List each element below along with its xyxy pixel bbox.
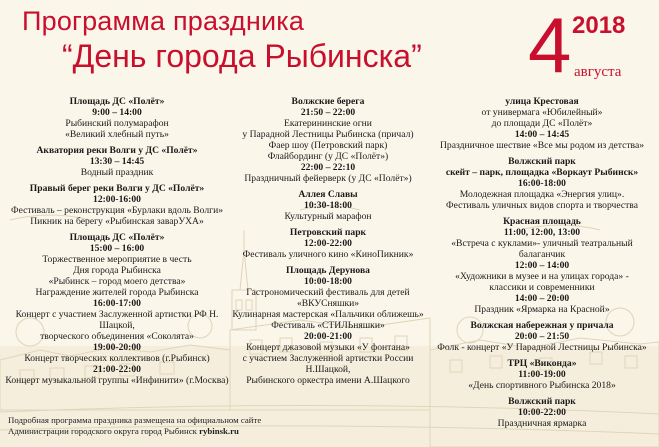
venue-title: Площадь ДС «Полёт» (69, 96, 165, 107)
venue-title: Петровский парк (289, 227, 367, 238)
event-description: «День спортивного Рыбинска 2018» (468, 380, 616, 391)
event-time: 14:00 – 14:45 (514, 129, 570, 140)
event-description: «Художники в музее и на улицах города» - (455, 271, 629, 282)
venue-title: ТРЦ «Виконда» (507, 358, 577, 369)
program-block (4, 96, 230, 140)
event-description: Водный праздник (80, 167, 154, 178)
venue-title: Волжские берега (291, 96, 365, 107)
event-description: Культурный марафон (284, 211, 372, 222)
event-time: 20:00 – 21:50 (514, 331, 570, 342)
event-description: Награждение жителей города Рыбинска (35, 287, 199, 298)
event-description: Концерт музыкальной группы «Инфинити» (г.Москва) (5, 375, 229, 386)
event-time: 21:50 – 22:00 (300, 107, 356, 118)
event-description: Гастрономический фестиваль для детей «ВКУСняшки» (246, 287, 410, 309)
event-description: Екатерининские огни (284, 118, 372, 129)
event-description: Фестиваль – реконструкция «Бурлаки вдоль Волги» (11, 205, 223, 216)
venue-title: Волжская набережная у причала (470, 320, 614, 331)
page-header (0, 0, 659, 92)
event-time: скейт – парк, площадка «Воркаут Рыбинск» (445, 167, 639, 178)
event-time: 21:00-22:00 (93, 364, 141, 375)
venue-title: Волжский парк (508, 396, 576, 407)
date-month: августа (574, 64, 622, 80)
event-description: Флайбординг (у ДС «Полёт») (267, 151, 389, 162)
event-description: Концерт творческих коллективов (г.Рыбинск) (24, 353, 210, 364)
program-block (428, 156, 656, 211)
event-time: 15:00 – 16:00 (89, 243, 145, 254)
event-description: Молодежная площадка «Энергия улиц». (459, 189, 625, 200)
program-block (228, 189, 428, 222)
event-description: от универмага «Юбилейный» (481, 107, 603, 118)
footer-note (8, 415, 261, 437)
venue-title: Площадь Дерунова (286, 265, 370, 276)
event-time: 16:00-18:00 (518, 178, 566, 189)
event-time: 13:30 – 14:45 (89, 156, 145, 167)
event-description: у Парадной Лестницы Рыбинска (причал) (242, 129, 414, 140)
event-description: «Рыбинск – город моего детства» (48, 276, 186, 287)
footer-line-2-text: Администрации городского округа город Рыбинск (8, 426, 197, 436)
program-column-3 (428, 96, 656, 434)
event-description: Рыбинского оркестра имени А.Шацкого (246, 375, 410, 386)
event-time: 12:00-22:00 (304, 238, 352, 249)
program-block (228, 96, 428, 184)
event-time: 14:00 – 20:00 (514, 293, 570, 304)
venue-title: Площадь ДС «Полёт» (69, 232, 165, 243)
event-description: Концерт джазовой музыки «У фонтана» (246, 342, 410, 353)
event-description: Фолк - концерт «У Парадной Лестницы Рыбинска» (437, 342, 647, 353)
venue-title: улица Крестовая (505, 96, 579, 107)
event-description: Праздничный фейерверк (у ДС «Полёт») (244, 173, 412, 184)
date-day: 4 (528, 1, 572, 89)
event-time: 12:00 – 14:00 (514, 260, 570, 271)
footer-site-link[interactable]: rybinsk.ru (199, 426, 239, 436)
event-description: Праздничная ярмарка (497, 418, 587, 429)
program-block (4, 232, 230, 386)
program-block (228, 227, 428, 260)
event-description: классики и современники (489, 282, 595, 293)
venue-title: Акватория реки Волги у ДС «Полёт» (36, 145, 198, 156)
event-description: с участием Заслуженной артистки России Н.Шацкой, (242, 353, 414, 375)
event-description: Фестиваль уличного кино «КиноПикник» (242, 249, 414, 260)
event-description: Торжественное мероприятие в честь (42, 254, 192, 265)
event-description: до площади ДС «Полёт» (491, 118, 593, 129)
footer-line-1: Подробная программа праздника размещена на официальном сайте (8, 415, 262, 425)
venue-title: Правый берег реки Волги у ДС «Полёт» (29, 183, 205, 194)
event-description: Концерт с участием Заслуженной артистки РФ Н. Шацкой, (15, 309, 219, 331)
program-block (428, 320, 656, 353)
program-block (228, 265, 428, 386)
event-time: 10:00-22:00 (518, 407, 566, 418)
program-block (428, 216, 656, 315)
event-description: творческого объединения «Соколята» (40, 331, 194, 342)
event-description: Кулинарная мастерская «Пальчики оближешь» (232, 309, 424, 320)
event-description: Рыбинский полумарафон (65, 118, 169, 129)
event-description: Фестиваль уличных видов спорта и творчества (446, 200, 638, 211)
event-description: Дня города Рыбинска (73, 265, 161, 276)
program-block (4, 145, 230, 178)
event-description: Праздничное шествие «Все мы родом из детства» (439, 140, 645, 151)
event-description: Фаер шоу (Петровский парк) (268, 140, 388, 151)
event-description: Пикник на берегу «Рыбинская заварУХА» (30, 216, 204, 227)
event-time: 11:00, 12:00, 13:00 (503, 227, 581, 238)
event-description: Фестиваль «СТИЛЬняшки» (271, 320, 385, 331)
event-time: 22:00 – 22:10 (300, 162, 356, 173)
event-description: Праздник «Ярмарка на Красной» (474, 304, 610, 315)
program-block (428, 396, 656, 429)
event-description: «Великий хлебный путь» (65, 129, 169, 140)
event-time: 9:00 – 14:00 (92, 107, 142, 118)
event-time: 10:30-18:00 (304, 200, 352, 211)
event-time: 11:00-19:00 (518, 369, 566, 380)
venue-title: Волжский парк (508, 156, 576, 167)
footer-line-2 (8, 426, 261, 437)
date-year: 2018 (572, 12, 626, 39)
event-time: 20:00-21:00 (304, 331, 352, 342)
venue-title: Красная площадь (503, 216, 581, 227)
event-time: 12:00-16:00 (93, 194, 141, 205)
program-block (428, 96, 656, 151)
event-time: 19:00-20:00 (93, 342, 141, 353)
title-line-2: “День города Рыбинска” (62, 38, 422, 74)
event-time: 16:00-17:00 (93, 298, 141, 309)
program-block (4, 183, 230, 227)
venue-title: Аллея Славы (298, 189, 358, 200)
program-block (428, 358, 656, 391)
event-time: 10:00-18:00 (304, 276, 352, 287)
program-column-1 (4, 96, 230, 391)
program-column-2 (228, 96, 428, 391)
event-description: «Встреча с куклами»- уличный театральный балаганчик (451, 238, 633, 260)
title-line-1: Программа праздника (22, 6, 305, 36)
